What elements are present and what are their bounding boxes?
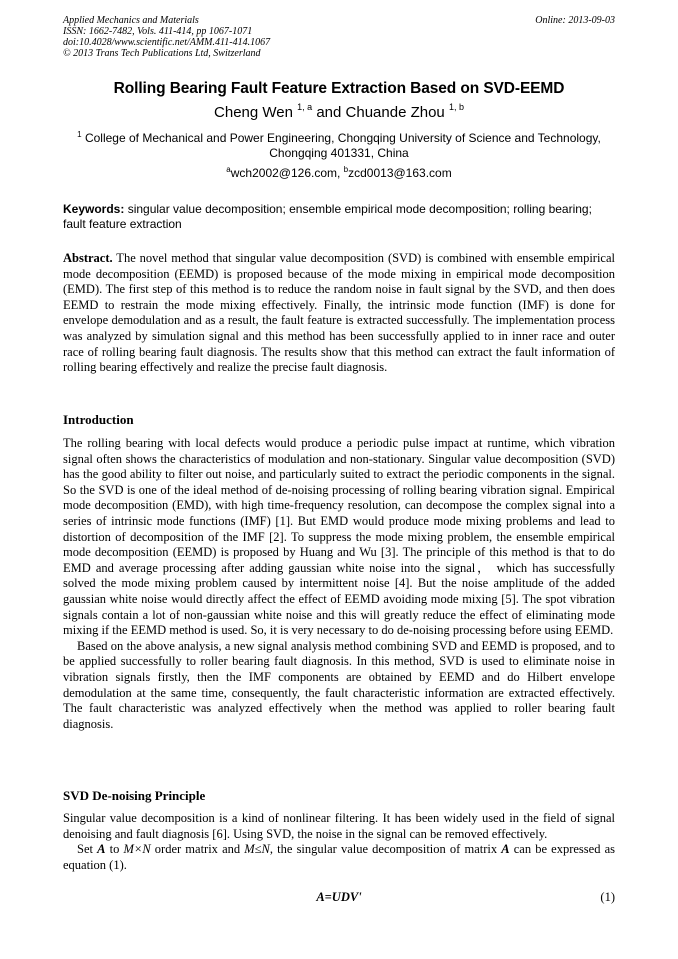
email-separator: ,	[337, 166, 344, 180]
doi-line: doi:10.4028/www.scientific.net/AMM.411-414.1067	[63, 37, 271, 48]
author-emails	[63, 166, 615, 181]
svd-p2-text: can be expressed as equation (1).	[63, 842, 615, 872]
equation-number: (1)	[600, 890, 615, 904]
author-1-affil: 1, a	[297, 102, 313, 112]
issn-line: ISSN: 1662-7482, Vols. 411-414, pp 1067-1071	[63, 26, 253, 37]
introduction-paragraph-1: The rolling bearing with local defects would produce a periodic pulse impact at runtime, which vibration signal often shows the characteristics of modulation and non-stationary. Singular value decomposition (SVD) has the good ability to filter out noise, and particularly suited to extract the periodic components in the signal. So the SVD is one of the ideal method of de-noising processing of rolling bearing vibration signal. Empirical mode decomposition (EMD), with high time-frequency resolution, can decompose the complex signal into a series of intrinsic mode functions (IMF) [1]. But EMD would produce mode mixing problems and lead to distortion of decomposition of the IMF [2]. To suppress the mode mixing problem, the ensemble empirical mode decomposition (EEMD) is proposed by Huang and Wu [3]. The principle of this method is that to do EMD and average processing after adding gaussian white noise into the signal， which has successfully solved the mode mixing problem caused by intermittent noise [4]. But the noise amplitude of the added gaussian white noise would directly affect the effect of EEMD avoiding mode mixing [5]. The spot vibration signals contain a lot of non-gaussian white noise and this will greatly reduce the effect of eliminating mode mixing if the EEMD method is used. So, it is very necessary to do de-noising processing before using EEMD.	[63, 436, 615, 638]
affiliation	[63, 131, 615, 161]
copyright-line: © 2013 Trans Tech Publications Ltd, Switzerland	[63, 48, 261, 59]
svd-p2-text: to	[105, 842, 124, 857]
abstract-text: The novel method that singular value decomposition (SVD) is combined with ensemble empirical mode decomposition (EEMD) is proposed because of the mode mixing in empirical mode decomposition (EMD). The first step of this method is to reduce the random noise in fault signal by the SVD, and then does EEMD to restrain the mode mixing effectively. Finally, the intrinsic mode function (IMF) is done for envelope demodulation and as a result, the fault feature is extracted successfully. The implementation process was analyzed by simulation signal and this method has been successfully applied to in inner race and outer race of rolling bearing fault diagnosis. The results show that this method can extract the fault information of rolling bearing effectively and realize the precise fault diagnosis.	[63, 251, 615, 375]
abstract-label: Abstract.	[63, 251, 113, 265]
author-and: and	[312, 104, 346, 121]
email-a-marker: a	[226, 165, 231, 174]
keywords-text: singular value decomposition; ensemble empirical mode decomposition; rolling bearing; fault feature extraction	[63, 202, 592, 231]
svd-p2-text: , the singular value decomposition of matrix	[269, 842, 502, 857]
introduction-heading: Introduction	[63, 412, 134, 427]
svd-p2-text: order matrix and	[150, 842, 245, 857]
svd-p2-text: Set	[77, 842, 98, 857]
matrix-a-symbol: A	[97, 842, 106, 857]
email-b-marker: b	[343, 165, 349, 174]
svd-paragraph-1: Singular value decomposition is a kind of nonlinear filtering. It has been widely used in the field of signal denoising and fault diagnosis [6]. Using SVD, the noise in the signal can be removed effectively.	[63, 811, 615, 841]
affiliation-text: College of Mechanical and Power Engineering, Chongqing University of Science and Technology, Chongqing 401331, China	[84, 131, 601, 160]
matrix-a-symbol: A	[501, 842, 510, 857]
keywords-label: Keywords:	[63, 202, 125, 216]
affiliation-marker: 1	[77, 130, 82, 139]
author-1: Cheng Wen	[214, 104, 293, 121]
author-line	[63, 103, 615, 123]
size-condition-symbol: M≤N	[244, 842, 270, 857]
svd-heading: SVD De-noising Principle	[63, 788, 206, 803]
email-b[interactable]: zcd0013@163.com	[348, 166, 452, 180]
abstract	[63, 251, 615, 376]
svd-paragraph-2	[63, 842, 615, 873]
author-2: Chuande Zhou	[345, 104, 445, 121]
paper-title: Rolling Bearing Fault Feature Extraction Based on SVD-EEMD	[113, 80, 565, 97]
matrix-size-symbol: M×N	[123, 842, 151, 857]
svd-body	[63, 811, 615, 873]
introduction-paragraph-2: Based on the above analysis, a new signal analysis method combining SVD and EEMD is proposed, and to be applied successfully to roller bearing fault diagnosis. In this method, SVD is used to eliminate noise in vibration signals firstly, then the IMF components are obtained by EEMD and do Hilbert envelope demodulation at the same time, consequently, the fault characteristic information are extracted effectively. The fault characteristic was analyzed effectively when the method was applied to roller bearing fault diagnosis.	[63, 638, 615, 731]
introduction-body	[63, 436, 615, 732]
email-a[interactable]: wch2002@126.com	[230, 166, 337, 180]
journal-header	[63, 15, 615, 59]
equation-1	[63, 889, 615, 906]
equation-formula: A=UDV'	[316, 890, 362, 904]
author-2-affil: 1, b	[448, 102, 464, 112]
online-date: Online: 2013-09-03	[535, 15, 615, 26]
journal-name: Applied Mechanics and Materials	[63, 15, 199, 26]
keywords	[63, 202, 615, 231]
